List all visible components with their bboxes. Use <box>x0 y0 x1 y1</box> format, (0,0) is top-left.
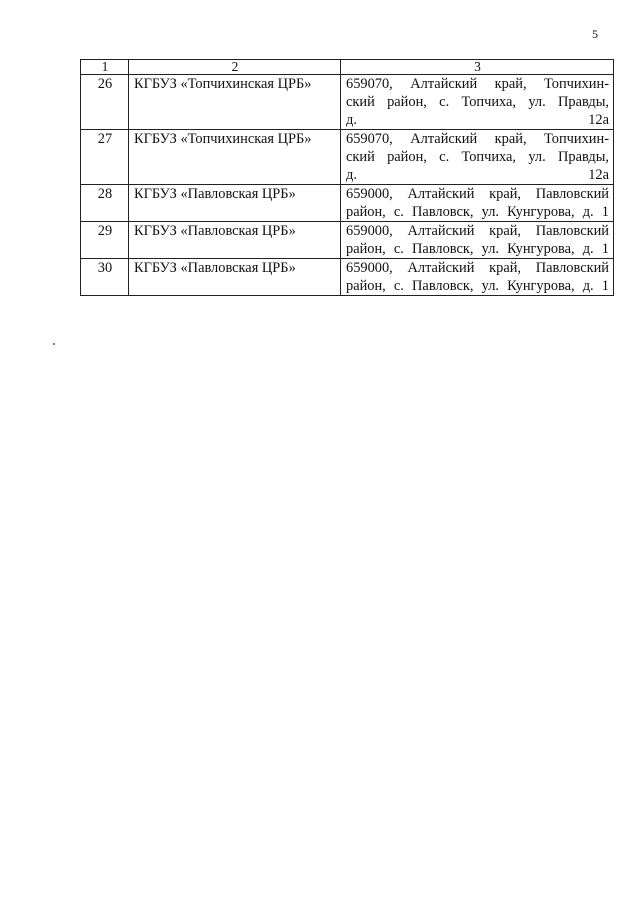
table-header-row <box>81 60 614 75</box>
organization-name: КГБУЗ «Павловская ЦРБ» <box>129 222 341 259</box>
row-number: 28 <box>81 185 129 222</box>
organization-name: КГБУЗ «Топчихинская ЦРБ» <box>129 75 341 130</box>
address-line: д. 12а <box>346 167 609 183</box>
address-line: 659070, Алтайский край, Топчихин- <box>346 76 609 92</box>
address-cell <box>341 222 614 259</box>
organization-name: КГБУЗ «Топчихинская ЦРБ» <box>129 130 341 185</box>
column-header-2: 2 <box>129 60 341 75</box>
column-header-3: 3 <box>341 60 614 75</box>
table-header <box>81 60 614 75</box>
organization-name: КГБУЗ «Павловская ЦРБ» <box>129 185 341 222</box>
address-cell <box>341 130 614 185</box>
table-row <box>81 130 614 185</box>
address-line: 659000, Алтайский край, Павловский <box>346 186 609 202</box>
address-cell <box>341 185 614 222</box>
address-line: 659000, Алтайский край, Павловский <box>346 260 609 276</box>
table-row <box>81 185 614 222</box>
page-number: 5 <box>592 27 598 41</box>
address-line: район, с. Павловск, ул. Кунгурова, д. 1 <box>346 204 609 220</box>
row-number: 26 <box>81 75 129 130</box>
table-row <box>81 259 614 296</box>
institutions-table <box>80 59 614 296</box>
address-line: д. 12а <box>346 112 609 128</box>
row-number: 27 <box>81 130 129 185</box>
address-line: ский район, с. Топчиха, ул. Правды, <box>346 149 609 165</box>
address-line: 659070, Алтайский край, Топчихин- <box>346 131 609 147</box>
address-cell <box>341 259 614 296</box>
row-number: 30 <box>81 259 129 296</box>
table-row <box>81 75 614 130</box>
address-line: район, с. Павловск, ул. Кунгурова, д. 1 <box>346 278 609 294</box>
address-cell <box>341 75 614 130</box>
table-body <box>81 75 614 296</box>
row-number: 29 <box>81 222 129 259</box>
address-line: ский район, с. Топчиха, ул. Правды, <box>346 94 609 110</box>
column-header-1: 1 <box>81 60 129 75</box>
scan-speck <box>53 343 55 345</box>
address-line: 659000, Алтайский край, Павловский <box>346 223 609 239</box>
organization-name: КГБУЗ «Павловская ЦРБ» <box>129 259 341 296</box>
address-line: район, с. Павловск, ул. Кунгурова, д. 1 <box>346 241 609 257</box>
table-row <box>81 222 614 259</box>
